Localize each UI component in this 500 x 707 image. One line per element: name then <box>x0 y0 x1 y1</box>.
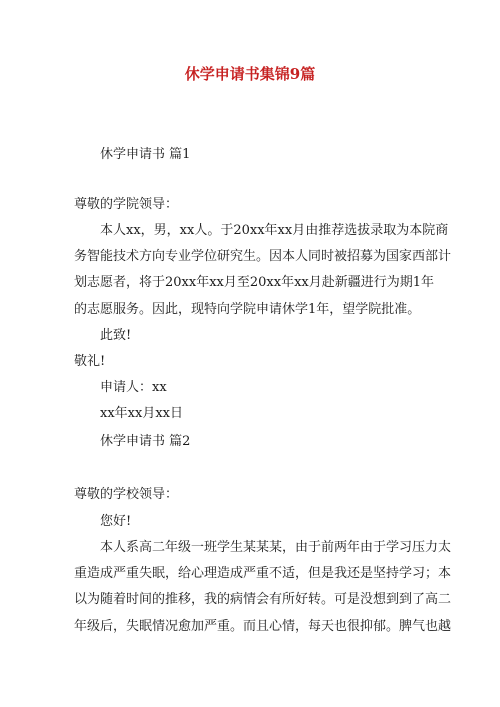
paragraph-line: 年级后，失眠情况愈加严重。而且心情，每天也很抑郁。脾气也越 <box>74 619 452 634</box>
applicant-line: 申请人：xx <box>100 380 167 395</box>
paragraph-line: 的志愿服务。因此，现特向学院申请休学1年，望学院批准。 <box>74 302 421 317</box>
paragraph-line: 务智能技术方向专业学位研究生。因本人同时被招募为国家西部计 <box>74 249 452 264</box>
section-heading-1: 休学申请书 篇1 <box>100 147 191 162</box>
paragraph-line: 划志愿者，将于20xx年xx月至20xx年xx月赴新疆进行为期1年 <box>74 275 435 290</box>
salutation-1: 尊敬的学院领导： <box>74 197 179 212</box>
section-heading-2: 休学申请书 篇2 <box>100 434 191 449</box>
paragraph-line: 本人系高二年级一班学生某某某，由于前两年由于学习压力太 <box>100 540 452 555</box>
paragraph-line: 以为随着时间的推移，我的病情会有所好转。可是没想到到了高二 <box>74 592 452 607</box>
document-title: 休学申请书集锦9篇 <box>184 65 316 83</box>
paragraph-line: 重造成严重失眠，给心理造成严重不适，但是我还是坚持学习；本 <box>74 566 452 581</box>
paragraph-line: 本人xx，男，xx人。于20xx年xx月由推荐选拔录取为本院商 <box>100 223 449 238</box>
greeting-line: 您好! <box>100 514 132 529</box>
closing-line: 此致! <box>100 328 132 343</box>
date-line: xx年xx月xx日 <box>100 406 183 421</box>
closing-line: 敬礼! <box>74 354 106 369</box>
salutation-2: 尊敬的学校领导： <box>74 487 179 502</box>
